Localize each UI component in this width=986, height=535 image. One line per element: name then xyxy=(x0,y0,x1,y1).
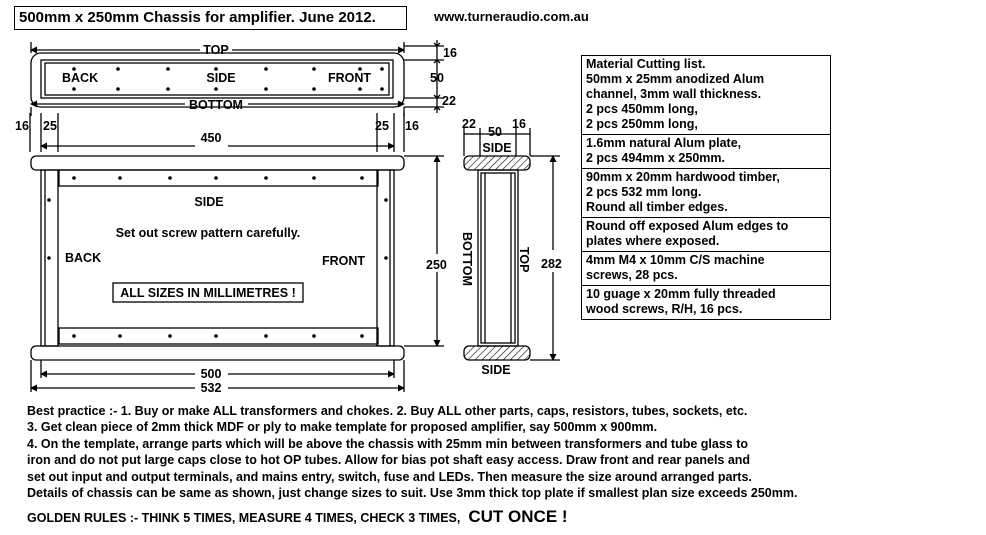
note-line: 4. On the template, arrange parts which will be above the chassis with 25mm min between transformers and tube glass to xyxy=(27,436,749,451)
screw-hole xyxy=(214,176,218,180)
panel-top-label: TOP xyxy=(203,43,229,57)
bottom-channel xyxy=(59,328,378,344)
cut-list-line: 1.6mm natural Alum plate, xyxy=(586,136,742,150)
website-url: www.turneraudio.com.au xyxy=(434,9,589,24)
screw-hole xyxy=(168,176,172,180)
cut-list-line: Round off exposed Alum edges to xyxy=(586,219,789,233)
panel-back-label: BACK xyxy=(62,71,99,85)
side-dim-282: 282 xyxy=(541,257,562,271)
plan-dim-250: 250 xyxy=(426,258,447,272)
side-dim-16: 16 xyxy=(512,117,526,131)
screw-hole xyxy=(116,87,120,91)
units-note: ALL SIZES IN MILLIMETRES ! xyxy=(120,286,296,300)
screw-hole xyxy=(166,67,170,71)
side-channel-outline xyxy=(478,170,518,346)
cut-list-line: 90mm x 20mm hardwood timber, xyxy=(586,170,780,184)
panel-bottom-label: BOTTOM xyxy=(189,98,243,112)
screw-hole xyxy=(380,67,384,71)
screw-hole xyxy=(312,67,316,71)
cut-list-line: screws, 28 pcs. xyxy=(586,268,678,282)
screw-hole xyxy=(264,176,268,180)
plan-dim-left-16: 16 xyxy=(15,119,29,133)
screw-hole xyxy=(214,334,218,338)
drawing-title: 500mm x 250mm Chassis for amplifier. June 2012. xyxy=(14,6,407,30)
plan-screw-note: Set out screw pattern carefully. xyxy=(115,226,301,240)
golden-rules-text: GOLDEN RULES :- THINK 5 TIMES, MEASURE 4 TIMES, CHECK 3 TIMES, xyxy=(27,511,461,525)
note-line: set out input and output terminals, and mains entry, switch, fuse and LEDs. Then measure the size around arranged parts. xyxy=(27,469,752,484)
screw-hole xyxy=(384,198,388,202)
screw-hole xyxy=(264,87,268,91)
screw-hole xyxy=(380,87,384,91)
cut-list-row xyxy=(582,286,830,319)
plan-side-label: SIDE xyxy=(194,195,224,209)
cut-list-line: 2 pcs 450mm long, xyxy=(586,102,698,116)
material-cutting-list xyxy=(581,55,831,320)
plan-front-label: FRONT xyxy=(322,254,366,268)
front-timber-rail xyxy=(31,156,404,170)
note-line: Details of chassis can be same as shown, just change sizes to suit. Use 3mm thick top plate if smallest plan size exceeds 250mm. xyxy=(27,486,798,501)
panel-side-label: SIDE xyxy=(206,71,236,85)
cut-list-row xyxy=(582,218,830,252)
cut-list-row xyxy=(582,135,830,169)
cut-list-row xyxy=(582,56,830,135)
side-timber-bottom xyxy=(464,346,530,360)
screw-hole xyxy=(72,87,76,91)
screw-hole xyxy=(360,176,364,180)
cut-once-text: CUT ONCE ! xyxy=(468,507,568,526)
side-top-side-label: SIDE xyxy=(482,141,512,155)
plan-back-label: BACK xyxy=(65,251,102,265)
screw-hole xyxy=(116,67,120,71)
cut-list-line: 2 pcs 250mm long, xyxy=(586,117,698,131)
plan-dim-500: 500 xyxy=(200,367,222,381)
note-line: 3. Get clean piece of 2mm thick MDF or ply to make template for proposed amplifier, say 500mm x 900mm. xyxy=(27,420,658,435)
cut-list-row xyxy=(582,252,830,286)
panel-dim-50: 50 xyxy=(430,71,444,85)
side-dim-22: 22 xyxy=(462,117,476,131)
screw-hole xyxy=(47,198,51,202)
cut-list-line: 50mm x 25mm anodized Alum xyxy=(586,72,765,86)
side-view xyxy=(464,128,560,360)
panel-front-label: FRONT xyxy=(328,71,372,85)
screw-hole xyxy=(264,67,268,71)
side-dim-50: 50 xyxy=(488,125,502,139)
side-bottom-side-label: SIDE xyxy=(481,363,511,377)
panel-dim-16: 16 xyxy=(443,46,457,60)
side-timber-top xyxy=(464,156,530,170)
screw-hole xyxy=(72,334,76,338)
side-bottom-label: BOTTOM xyxy=(460,232,474,286)
note-line: Best practice :- 1. Buy or make ALL transformers and chokes. 2. Buy ALL other parts, caps, resistors, tubes, sockets, etc. xyxy=(27,404,748,418)
plan-dim-right-16: 16 xyxy=(405,119,419,133)
screw-hole xyxy=(118,334,122,338)
golden-rules xyxy=(27,507,568,527)
cut-list-line: 10 guage x 20mm fully threaded xyxy=(586,287,776,301)
cut-list-line: 2 pcs 494mm x 250mm. xyxy=(586,151,725,165)
screw-hole xyxy=(118,176,122,180)
plan-dim-right-25: 25 xyxy=(375,119,389,133)
screw-hole xyxy=(214,87,218,91)
screw-hole xyxy=(360,334,364,338)
screw-hole xyxy=(168,334,172,338)
cut-list-line: channel, 3mm wall thickness. xyxy=(586,87,762,101)
screw-hole xyxy=(72,176,76,180)
top-channel xyxy=(59,170,378,186)
cut-list-line: Round all timber edges. xyxy=(586,200,728,214)
screw-hole xyxy=(312,176,316,180)
screw-hole xyxy=(312,334,316,338)
cut-list-line: 2 pcs 532 mm long. xyxy=(586,185,702,199)
plan-dim-left-25: 25 xyxy=(43,119,57,133)
best-practice-notes xyxy=(27,403,797,501)
screw-hole xyxy=(384,256,388,260)
rear-timber-rail xyxy=(31,346,404,360)
screw-hole xyxy=(358,87,362,91)
screw-hole xyxy=(47,256,51,260)
cut-list-line: Material Cutting list. xyxy=(586,57,706,71)
cut-list-line: 4mm M4 x 10mm C/S machine xyxy=(586,253,765,267)
screw-hole xyxy=(166,87,170,91)
plan-dim-450: 450 xyxy=(200,131,222,145)
cut-list-line: plates where exposed. xyxy=(586,234,720,248)
note-line: iron and do not put large caps close to hot OP tubes. Allow for bias pot shaft easy access. Draw front and rear panels and xyxy=(27,453,751,468)
screw-hole xyxy=(264,334,268,338)
plan-dim-532: 532 xyxy=(200,381,222,395)
cut-list-line: wood screws, R/H, 16 pcs. xyxy=(586,302,743,316)
side-top-label: TOP xyxy=(517,247,531,273)
cut-list-row xyxy=(582,169,830,218)
panel-dim-22: 22 xyxy=(442,94,456,108)
screw-hole xyxy=(312,87,316,91)
